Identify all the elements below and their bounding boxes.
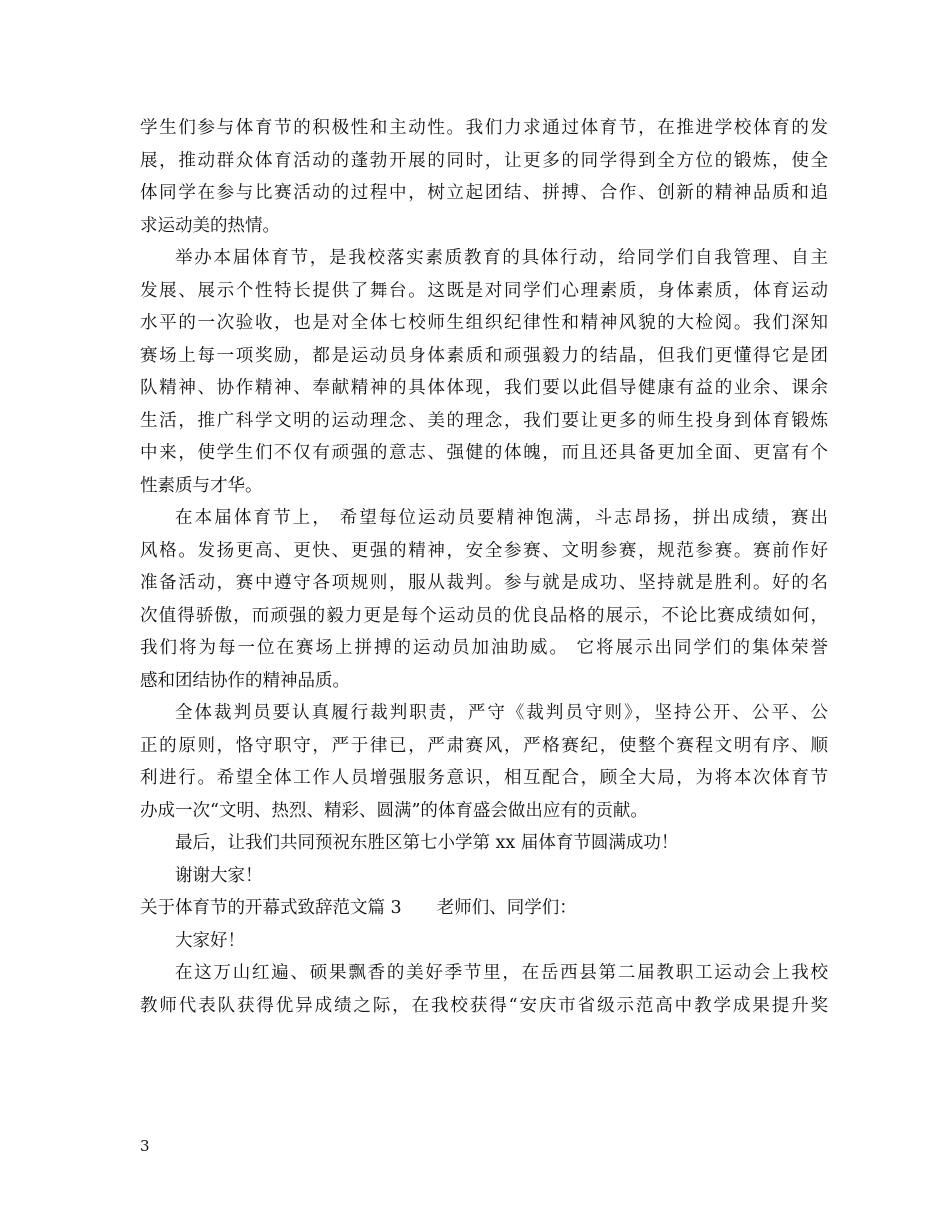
text-line: 中来，使学生们不仅有顽强的意志、强健的体魄，而且还具备更加全面、更富有个 <box>140 443 828 463</box>
text-line: 准备活动，赛中遵守各项规则，服从裁判。参与就是成功、坚持就是胜利。好的名 <box>140 573 828 593</box>
text-line: 办成一次“文明、热烈、精彩、圆满”的体育盛会做出应有的贡献。 <box>140 800 648 821</box>
text-line: 谢谢大家！ <box>175 865 263 886</box>
text-line: 教师代表队获得优异成绩之际，在我校获得“安庆市省级示范高中教学成果提升奖 <box>140 995 828 1016</box>
text-line: 感和团结协作的精神品质。 <box>140 670 350 691</box>
text-line: 在本届体育节上， 希望每位运动员要精神饱满，斗志昂扬，拼出成绩，赛出 <box>175 508 828 528</box>
document-body <box>140 112 828 1022</box>
text-line: 性素质与才华。 <box>140 475 263 496</box>
text-line: 我们将为每一位在赛场上拼搏的运动员加油助威。 它将展示出同学们的集体荣誉 <box>140 638 828 658</box>
text-line: 生活，推广科学文明的运动理念、美的理念，我们要让更多的师生投身到体育锻炼 <box>140 410 828 431</box>
text-line: 次值得骄傲，而顽强的毅力更是每个运动员的优良品格的展示，不论比赛成绩如何， <box>140 605 828 626</box>
text-line: 队精神、协作精神、奉献精神的具体体现，我们要以此倡导健康有益的业余、课余 <box>140 378 828 398</box>
text-line: 全体裁判员要认真履行裁判职责，严守《裁判员守则》，坚持公开、公平、公 <box>175 703 828 723</box>
text-line: 在这万山红遍、硕果飘香的美好季节里，在岳西县第二届教职工运动会上我校 <box>175 963 828 983</box>
text-line: 关于体育节的开幕式致辞范文篇 3 老师们、同学们： <box>140 898 577 918</box>
text-line: 风格。发扬更高、更快、更强的精神，安全参赛、文明参赛，规范参赛。赛前作好 <box>140 540 828 561</box>
text-line: 水平的一次验收，也是对全体七校师生组织纪律性和精神风貌的大检阅。我们深知 <box>140 313 828 333</box>
text-line: 利进行。希望全体工作人员增强服务意识，相互配合，顾全大局，为将本次体育节 <box>140 768 828 788</box>
text-line: 学生们参与体育节的积极性和主动性。我们力求通过体育节，在推进学校体育的发 <box>140 118 828 138</box>
text-line: 展，推动群众体育活动的蓬勃开展的同时，让更多的同学得到全方位的锻炼，使全 <box>140 150 828 171</box>
text-line: 求运动美的热情。 <box>140 215 280 236</box>
text-line: 最后，让我们共同预祝东胜区第七小学第 xx 届体育节圆满成功！ <box>175 833 679 853</box>
page-number: 3 <box>140 1137 150 1155</box>
text-line: 正的原则，恪守职守，严于律已，严肃赛风，严格赛纪，使整个赛程文明有序、顺 <box>140 735 828 756</box>
text-line: 体同学在参与比赛活动的过程中，树立起团结、拼搏、合作、创新的精神品质和追 <box>140 183 828 203</box>
text-line: 发展、展示个性特长提供了舞台。这既是对同学们心理素质，身体素质，体育运动 <box>140 280 828 301</box>
text-line: 大家好！ <box>175 930 245 951</box>
text-line: 举办本届体育节，是我校落实素质教育的具体行动，给同学们自我管理、自主 <box>175 248 828 268</box>
text-line: 赛场上每一项奖励，都是运动员身体素质和顽强毅力的结晶，但我们更懂得它是团 <box>140 345 828 366</box>
